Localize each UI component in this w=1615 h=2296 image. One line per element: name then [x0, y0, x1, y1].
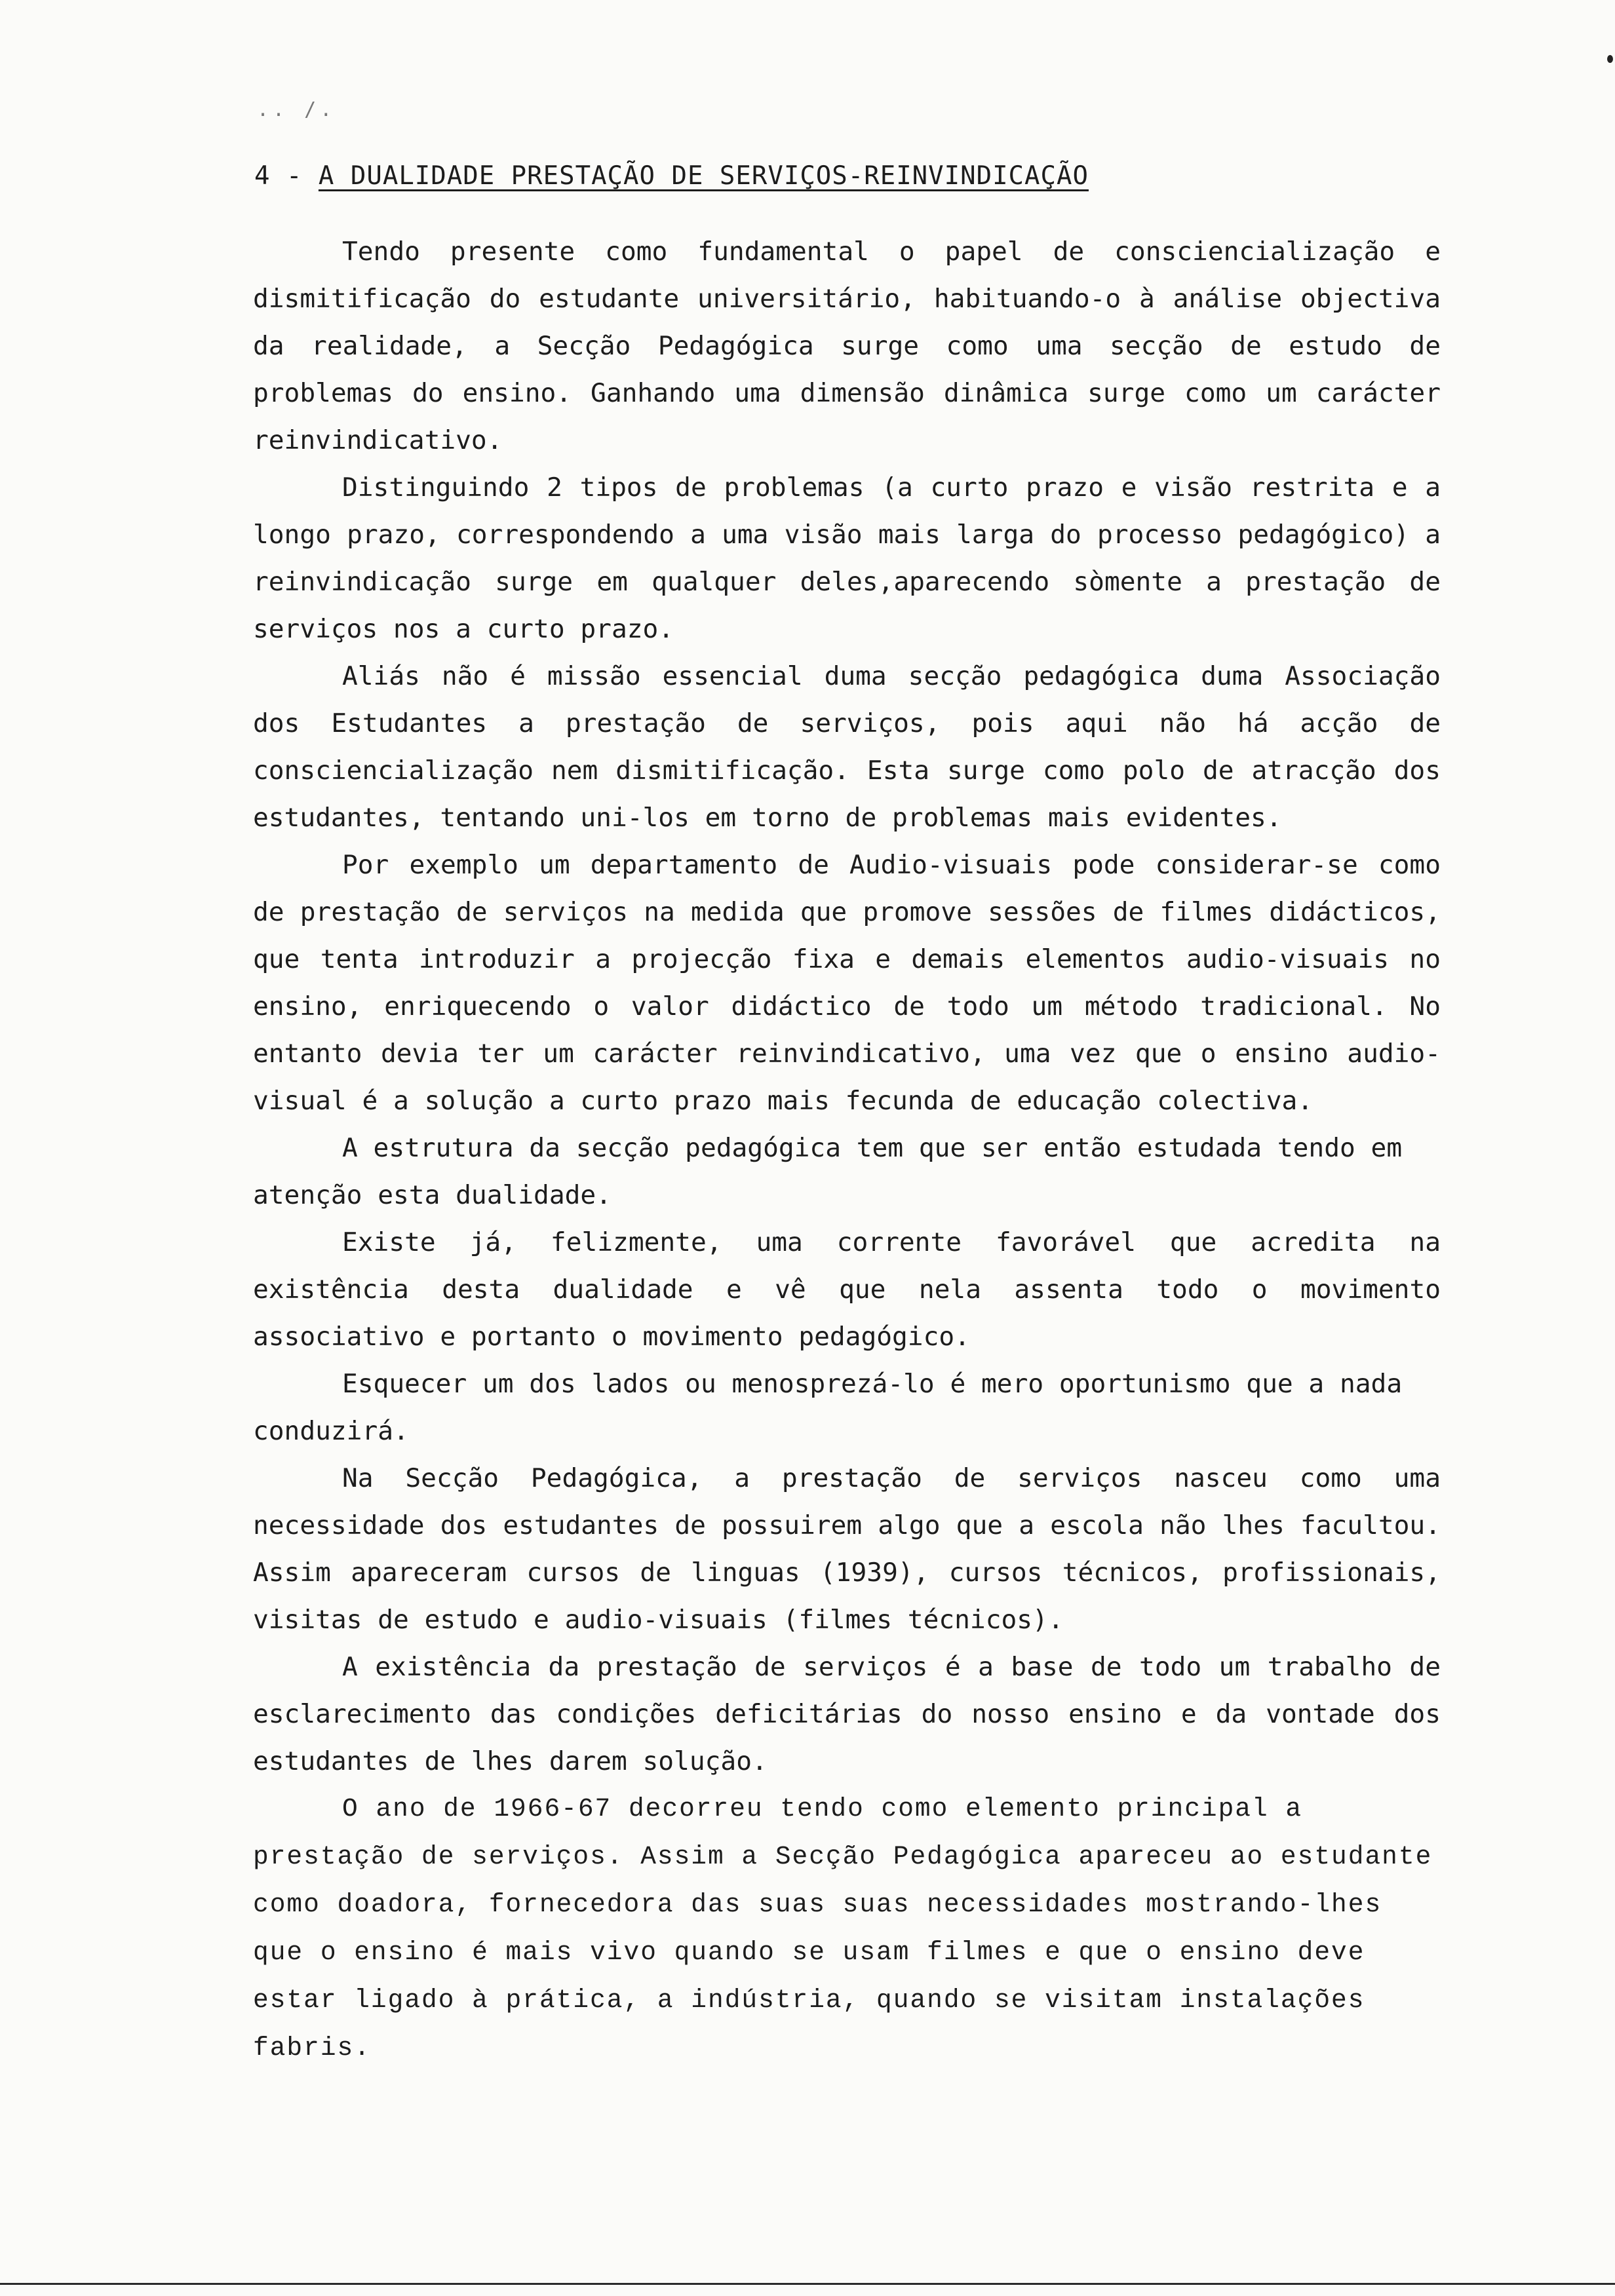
body-text — [253, 228, 1441, 2072]
section-number: 4 - — [254, 161, 319, 191]
scan-speck — [1607, 55, 1613, 63]
paragraph-4: Por exemplo um departamento de Audio-visuais pode considerar-se como de prestação de serviços na medida que promove sessões de filmes didácticos, que tenta introduzir a projecção fixa e demais elementos audio-visuais no ensino, enriquecendo o valor didáctico de todo um método tradicional. No entanto devia ter um carácter reinvindicativo, uma vez que o ensino audio-visual é a solução a curto prazo mais fecunda de educação colectiva. — [253, 850, 1441, 1116]
page-mark: .. /. — [257, 98, 336, 121]
scan-bottom-edge — [0, 2283, 1615, 2285]
paragraph-9: A existência da prestação de serviços é a base de todo um trabalho de esclarecimento das condições deficitárias do nosso ensino e da vontade dos estudantes de lhes darem solução. — [253, 1652, 1441, 1776]
paragraph-7: Esquecer um dos lados ou menosprezá-lo é mero oportunismo que a nada conduzirá. — [253, 1369, 1403, 1446]
paragraph-5: A estrutura da secção pedagógica tem que ser então estudada tendo em atenção esta dualidade. — [253, 1133, 1403, 1210]
paragraph-1: Tendo presente como fundamental o papel de consciencialização e dismitificação do estudante universitário, habituando-o à análise objectiva da realidade, a Secção Pedagógica surge como uma secção de estudo de problemas do ensino. Ganhando uma dimensão dinâmica surge como um carácter reinvindicativo. — [253, 237, 1441, 455]
paragraph-8: Na Secção Pedagógica, a prestação de serviços nasceu como uma necessidade dos estudantes de possuirem algo que a escola não lhes facultou. Assim apareceram cursos de linguas (1939), cursos técnicos, profissionais, visitas de estudo e audio-visuais (filmes técnicos). — [253, 1463, 1441, 1635]
section-heading — [254, 161, 1089, 191]
section-title: A DUALIDADE PRESTAÇÃO DE SERVIÇOS-REINVINDICAÇÃO — [318, 161, 1089, 191]
paragraph-2: Distinguindo 2 tipos de problemas (a curto prazo e visão restrita e a longo prazo, correspondendo a uma visão mais larga do processo pedagógico) a reinvindicação surge em qualquer deles,aparecendo sòmente a prestação de serviços nos a curto prazo. — [253, 472, 1441, 644]
paragraph-3: Aliás não é missão essencial duma secção pedagógica duma Associação dos Estudantes a prestação de serviços, pois aqui não há acção de consciencialização nem dismitificação. Esta surge como polo de atracção dos estudantes, tentando uni-los em torno de problemas mais evidentes. — [253, 661, 1441, 833]
paragraph-10: O ano de 1966-67 decorreu tendo como elemento principal a prestação de serviços. Assim a Secção Pedagógica apareceu ao estudante como doadora, fornecedora das suas suas necessidades mostrando-lhes que o ensino é mais vivo quando se usam filmes e que o ensino deve estar ligado à prática, a indústria, quando se visitam instalações fabris. — [253, 1794, 1433, 2063]
paragraph-6: Existe já, felizmente, uma corrente favorável que acredita na existência desta dualidade e vê que nela assenta todo o movimento associativo e portanto o movimento pedagógico. — [253, 1227, 1441, 1352]
